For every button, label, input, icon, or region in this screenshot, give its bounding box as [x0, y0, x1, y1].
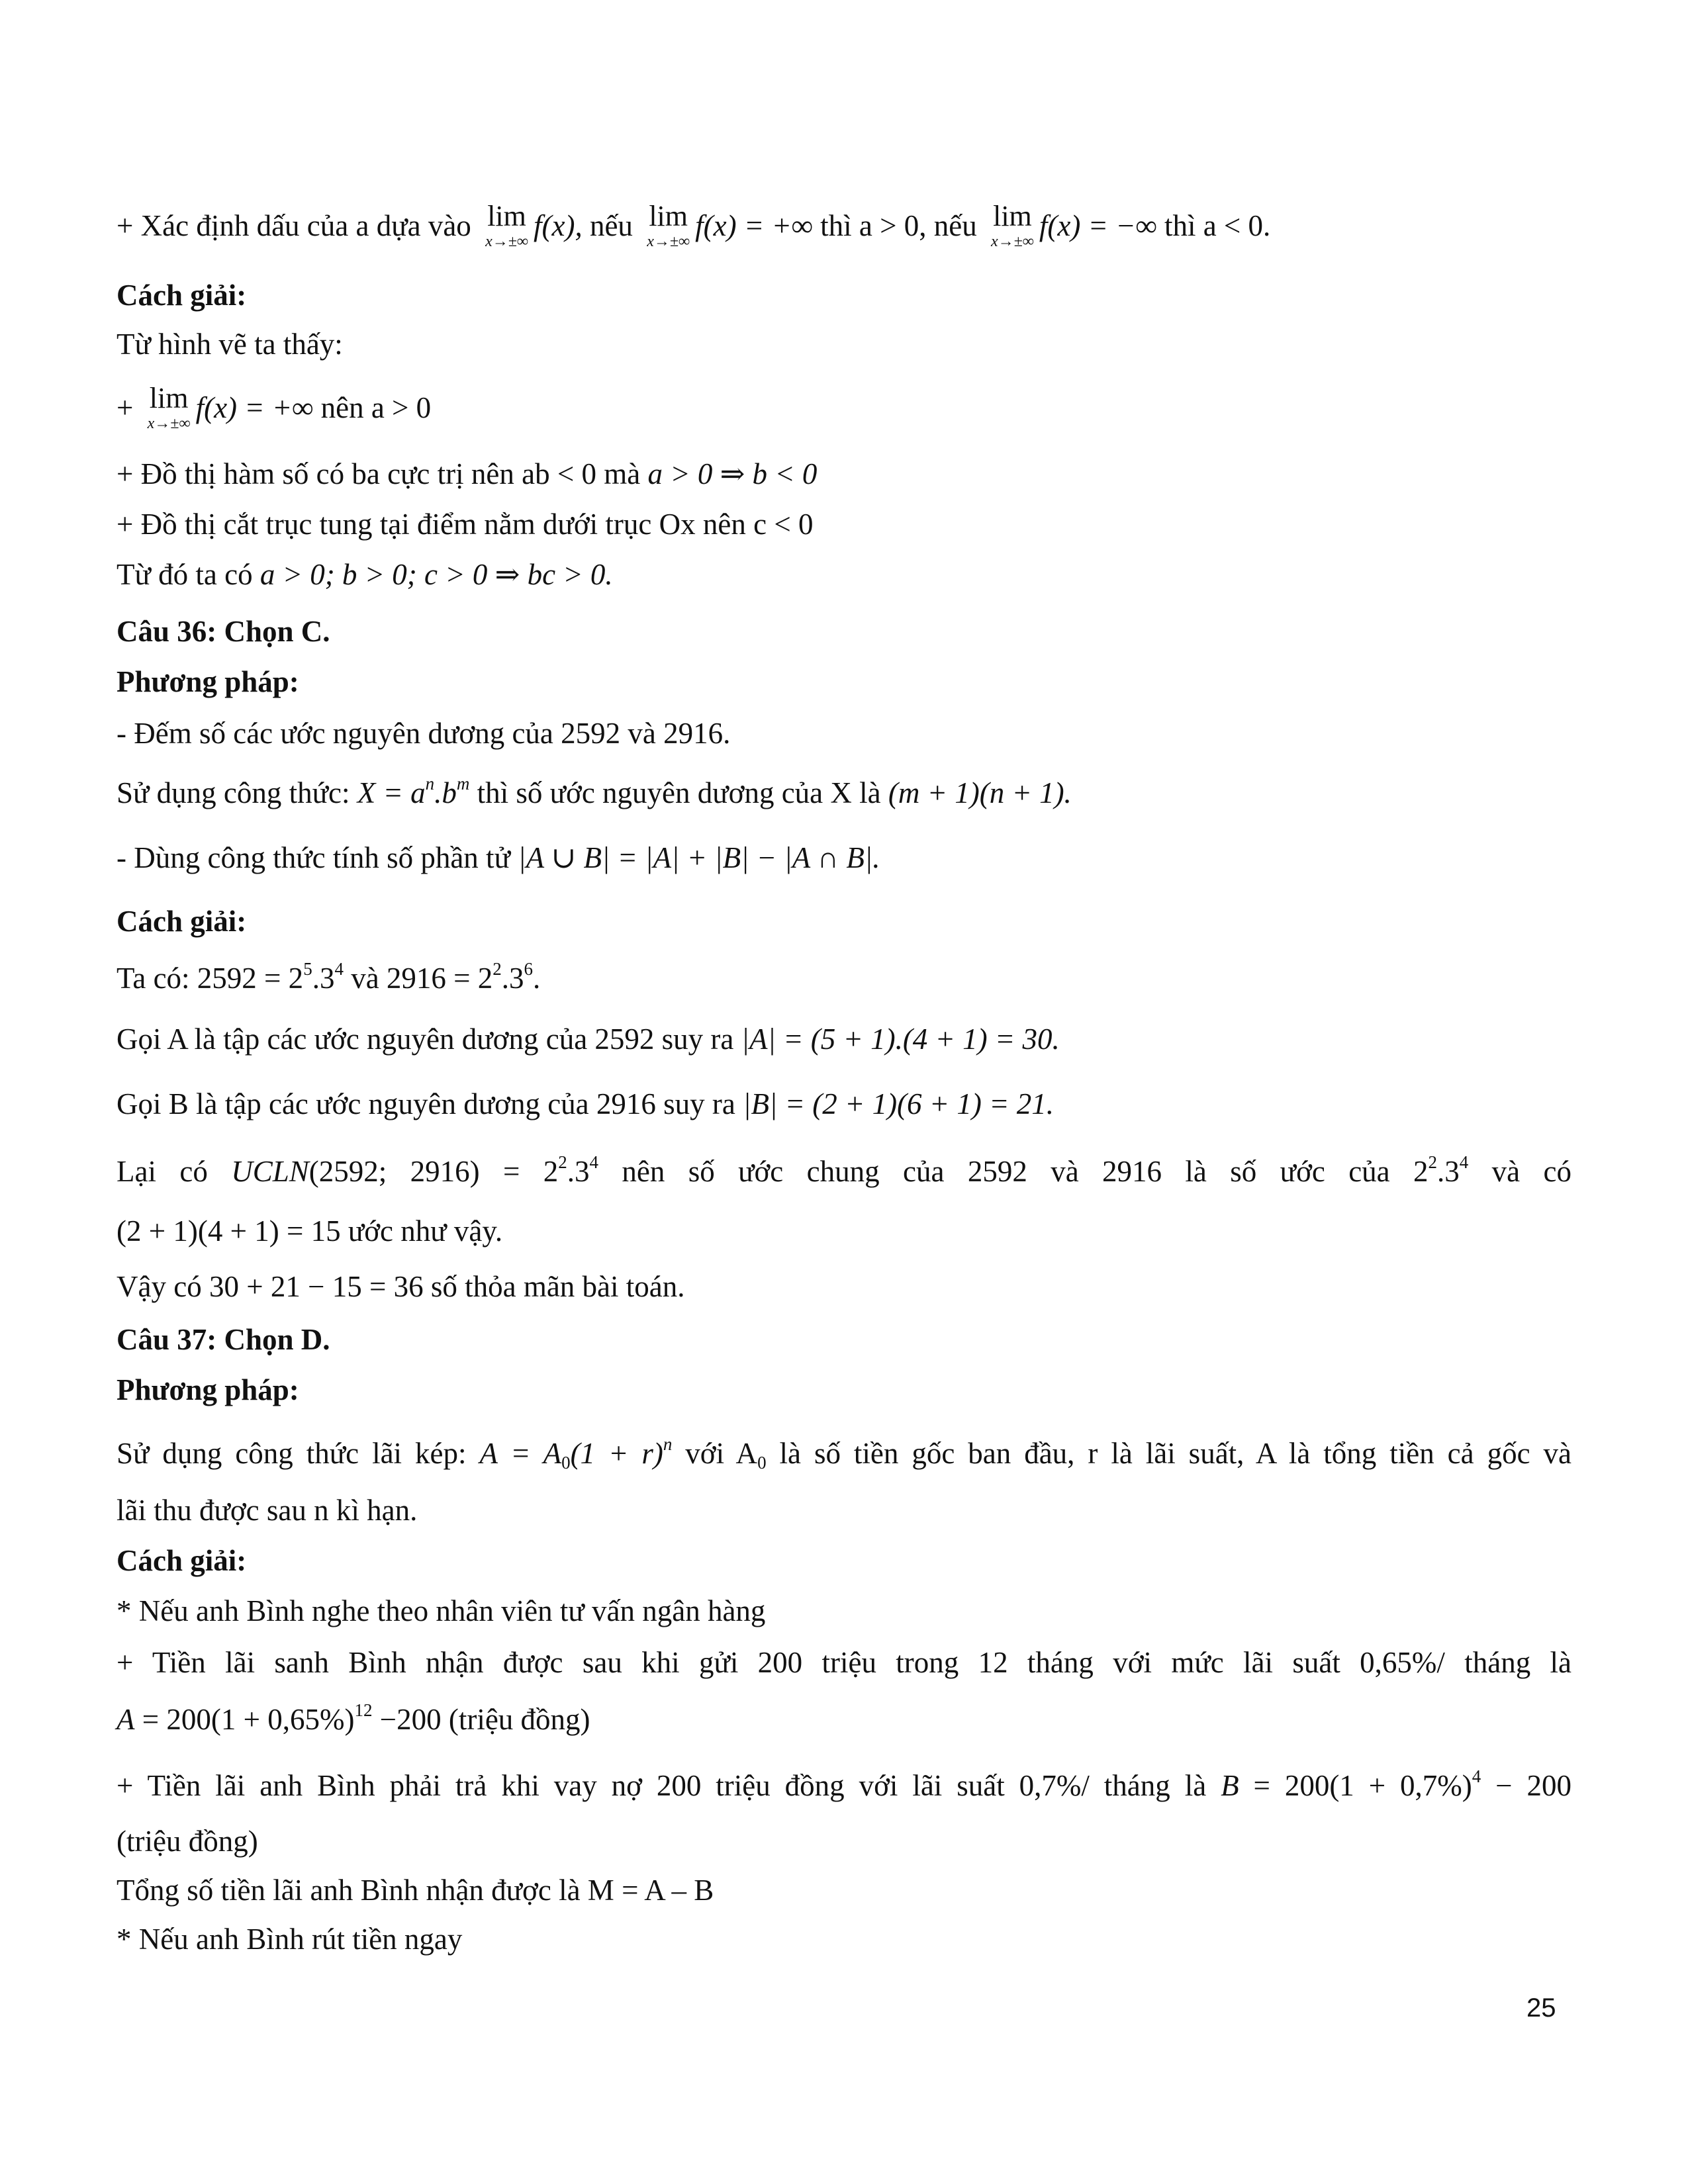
paragraph: * Nếu anh Bình rút tiền ngay [117, 1923, 463, 1956]
line-gcd: Lại có UCLN(2592; $2916) = 2^2.3^4$ nên số ước chung của 2592 và 2916 là số ước của $2^2.3^4$ và có [117, 1152, 1571, 1188]
paragraph: Từ hình vẽ ta thấy: [117, 328, 343, 361]
line-factorization: Ta có: $2592 = 2^5.3^4$ và $2916 = 2^2.3^6$. [117, 959, 541, 995]
heading-method: Phương pháp: [117, 665, 299, 698]
line-extrema: + Đồ thị hàm số có ba cực trị nên ab < 0 mà a > 0 ⇒ b < 0 [117, 457, 818, 490]
paragraph: (triệu đồng) [117, 1825, 258, 1858]
heading-solution: Cách giải: [117, 1544, 247, 1577]
line-set-a: Gọi A là tập các ước nguyên dương của 2592 suy ra |A| = (5 + 1).(4 + 1) = 30. [117, 1023, 1060, 1056]
limit-expression: lim x→±∞ [147, 382, 191, 432]
line-divisor-formula: Sử dụng công thức: $X = a^n.b^m$ thì số ước nguyên dương của X là (m + 1)(n + 1). [117, 774, 1072, 809]
line-formula-a: $A = 200(1 + 0,65\%)^{12} -200$ (triệu đồng) [117, 1700, 590, 1736]
heading-method: Phương pháp: [117, 1373, 299, 1406]
limit-expression: lim x→±∞ [990, 200, 1034, 250]
paragraph: + Tiền lãi sanh Bình nhận được sau khi gửi 200 triệu trong 12 tháng với mức lãi suất 0,65%/ tháng là [117, 1646, 1571, 1679]
limit-expression: lim x→±∞ [647, 200, 690, 250]
page-number: 25 [1526, 1993, 1556, 2023]
line-union-formula: - Dùng công thức tính số phần tử |A ∪ B| = |A| + |B| − |A ∩ B|. [117, 841, 880, 874]
question-36-heading: Câu 36: Chọn C. [117, 615, 330, 648]
paragraph: lãi thu được sau n kì hạn. [117, 1494, 418, 1527]
paragraph: - Đếm số các ước nguyên dương của 2592 và 2916. [117, 717, 731, 750]
line-set-b: Gọi B là tập các ước nguyên dương của 2916 suy ra |B| = (2 + 1)(6 + 1) = 21. [117, 1087, 1055, 1120]
heading-solution: Cách giải: [117, 279, 247, 312]
heading-solution: Cách giải: [117, 905, 247, 938]
paragraph: * Nếu anh Bình nghe theo nhân viên tư vấn ngân hàng [117, 1594, 766, 1627]
paragraph: Vậy có 30 + 21 − 15 = 36 số thỏa mãn bài toán. [117, 1270, 685, 1303]
line-compound-interest: Sử dụng công thức lãi kép: $A = A_0(1 + r)^n$ với $A_0$ là số tiền gốc ban đầu, r là lãi suất, A là tổng tiền cả gốc và [117, 1434, 1571, 1473]
line-determine-sign: + Xác định dấu của a dựa vào lim x→±∞ f(x), nếu lim x→±∞ f(x) = +∞ thì a > 0, nếu lim x→±∞ f(x) = −∞ thì a < 0. [117, 200, 1271, 250]
line-intercept: + Đồ thị cắt trục tung tại điểm nằm dưới trục Ox nên c < 0 [117, 508, 814, 541]
paragraph: Tổng số tiền lãi anh Bình nhận được là M = A – B [117, 1874, 714, 1907]
limit-expression: lim x→±∞ [485, 200, 528, 250]
question-37-heading: Câu 37: Chọn D. [117, 1323, 330, 1356]
paragraph: (2 + 1)(4 + 1) = 15 ước như vậy. [117, 1214, 503, 1248]
line-limit-positive: + lim x→±∞ f(x) = +∞ nên a > 0 [117, 382, 432, 432]
line-formula-b: + Tiền lãi anh Bình phải trả khi vay nợ 200 triệu đồng với lãi suất 0,7%/ tháng là $B = 200(1 + 0,7\%)^4 - 200$ [117, 1766, 1571, 1802]
line-conclusion: Từ đó ta có a > 0; b > 0; c > 0 ⇒ bc > 0. [117, 558, 613, 591]
